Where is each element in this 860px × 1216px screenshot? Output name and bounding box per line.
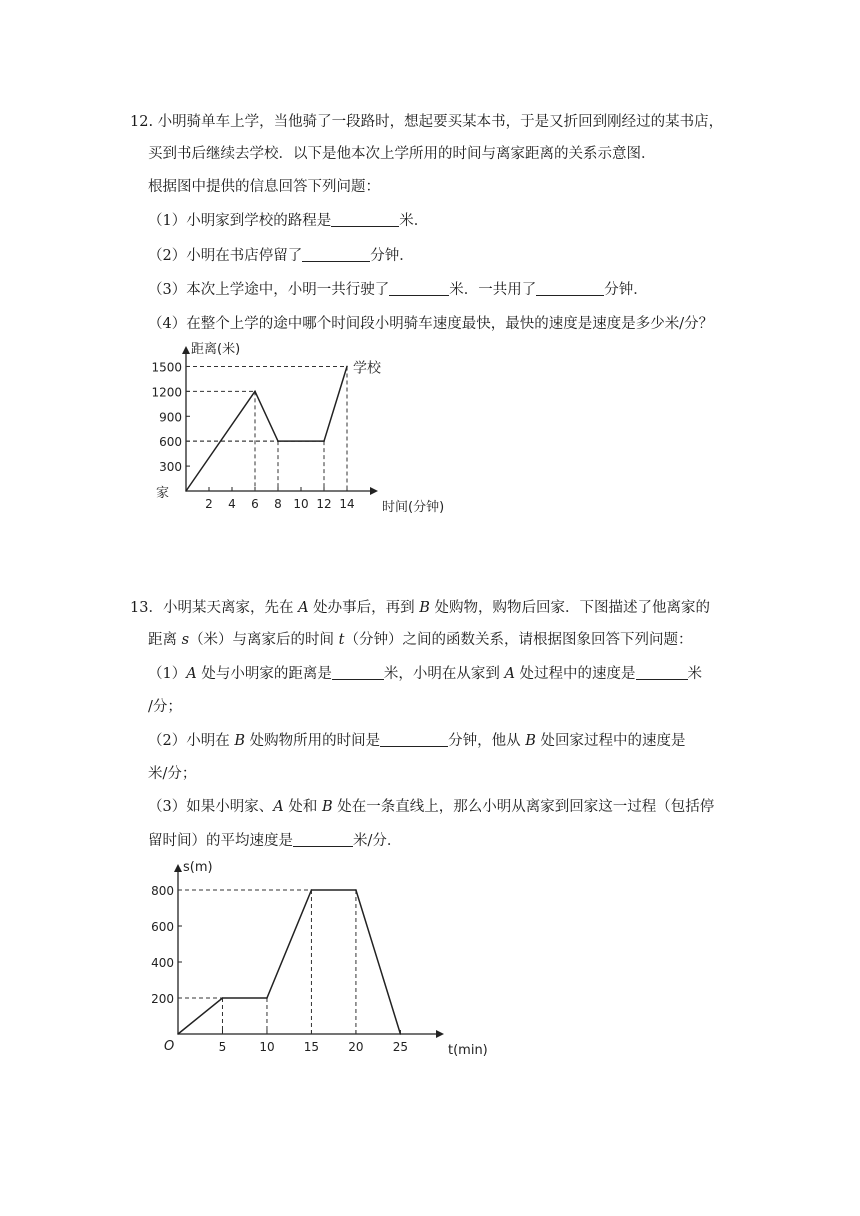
x-axis-arrow <box>436 1030 444 1038</box>
text: （分钟）之间的函数关系，请根据图象回答下列问题： <box>344 632 693 648</box>
x-tick-label: 10 <box>293 497 309 511</box>
q12-sub1 <box>148 211 428 231</box>
text: 分钟． <box>604 282 648 298</box>
data-point <box>177 1033 179 1035</box>
data-point <box>346 366 348 368</box>
y-tick-label: 300 <box>159 460 182 475</box>
text: （1）小明家到学校的路程是 <box>148 213 332 229</box>
annotation-label: 学校 <box>353 360 381 377</box>
data-point <box>222 997 224 999</box>
text: 处办事后，再到 <box>308 600 420 616</box>
x-tick-label: 12 <box>316 497 332 511</box>
text: 处购物所用的时间是 <box>245 733 381 749</box>
q13-sub2 <box>148 731 685 751</box>
x-axis-arrow <box>370 487 378 495</box>
x-tick-label: 10 <box>259 1040 275 1054</box>
y-tick-label: 600 <box>151 920 174 934</box>
answer-blank[interactable] <box>302 246 370 262</box>
data-point <box>355 889 357 891</box>
text: 分钟． <box>370 248 414 264</box>
var-t: t <box>338 632 345 648</box>
text: （2）小明在书店停留了 <box>148 248 303 264</box>
text: 米．一共用了 <box>449 282 537 298</box>
answer-blank[interactable] <box>293 831 353 847</box>
data-point <box>266 997 268 999</box>
distance-time-chart-2 <box>150 858 488 1068</box>
text: 分钟，他从 <box>448 733 526 749</box>
x-tick-label: 15 <box>303 1040 320 1054</box>
y-tick-label: 1200 <box>151 385 182 400</box>
x-axis-label: t(min) <box>448 1043 488 1058</box>
origin-label: 家 <box>156 486 170 501</box>
origin-label: O <box>164 1039 175 1054</box>
data-point <box>311 889 313 891</box>
q13-line1 <box>130 598 710 618</box>
q12-line3: 根据图中提供的信息回答下列问题： <box>148 179 380 195</box>
q13-sub3 <box>148 797 714 817</box>
data-point <box>277 440 279 442</box>
var-s: s <box>181 632 190 648</box>
text: 距离 <box>148 632 182 648</box>
x-tick-label: 5 <box>218 1040 227 1054</box>
y-axis-label: 距离(米) <box>191 342 241 357</box>
x-axis-label: 时间(分钟) <box>382 500 445 515</box>
text: 米． <box>399 213 429 229</box>
text: （3）如果小明家、 <box>148 799 274 815</box>
data-point <box>185 490 187 492</box>
text: （2）小明在 <box>148 733 235 749</box>
x-tick-label: 4 <box>228 497 236 511</box>
q13-sub3-cont <box>148 831 401 851</box>
var-A: A <box>273 799 284 815</box>
q12-sub4: （4）在整个上学的途中哪个时间段小明骑车速度最快，最快的速度是速度是多少米/分？ <box>148 316 714 332</box>
q12-sub3 <box>148 280 648 300</box>
data-point <box>400 1033 402 1035</box>
y-axis-arrow <box>174 864 182 872</box>
q13-sub2-cont: 米/分； <box>148 766 197 782</box>
distance-time-chart-1 <box>150 340 470 530</box>
q12-sub2 <box>148 246 414 266</box>
x-tick-label: 20 <box>348 1040 364 1054</box>
y-axis-arrow <box>182 346 190 354</box>
x-tick-label: 6 <box>251 497 259 511</box>
text: 13．小明某天离家，先在 <box>130 600 299 616</box>
x-tick-label: 2 <box>205 497 213 511</box>
var-A: A <box>186 666 197 682</box>
x-tick-label: 14 <box>339 497 355 511</box>
text: 处在一条直线上，那么小明从离家到回家这一过程（包括停 <box>332 799 715 815</box>
text: 留时间）的平均速度是 <box>148 833 293 849</box>
answer-blank[interactable] <box>332 664 384 680</box>
text: 米/分． <box>353 833 402 849</box>
text: 处回家过程中的速度是 <box>535 733 686 749</box>
answer-blank[interactable] <box>331 211 399 227</box>
y-axis-label: s(m) <box>183 860 213 875</box>
var-A: A <box>504 666 515 682</box>
var-B: B <box>234 733 245 749</box>
y-tick-label: 900 <box>159 410 182 425</box>
var-A: A <box>298 600 309 616</box>
var-B: B <box>321 799 333 815</box>
y-tick-label: 600 <box>159 435 182 450</box>
answer-blank[interactable] <box>536 280 604 296</box>
series-line <box>178 890 400 1034</box>
text: （3）本次上学途中，小明一共行驶了 <box>148 282 390 298</box>
x-tick-label: 8 <box>274 497 282 511</box>
text: 处和 <box>283 799 322 815</box>
q12-line2: 买到书后继续去学校．以下是他本次上学所用的时间与离家距离的关系示意图． <box>148 146 656 162</box>
q12-line1: 12. 小明骑单车上学，当他骑了一段路时，想起要买某本书，于是又折回到刚经过的某书店， <box>130 114 724 130</box>
q13-line2 <box>148 630 693 650</box>
y-tick-label: 800 <box>151 884 174 898</box>
q13-sub1 <box>148 664 702 684</box>
y-tick-label: 200 <box>151 992 174 1006</box>
text: 米，小明在从家到 <box>383 666 505 682</box>
text: （1） <box>148 666 187 682</box>
y-tick-label: 400 <box>151 956 174 970</box>
text: 处过程中的速度是 <box>514 666 636 682</box>
data-point <box>323 440 325 442</box>
var-B: B <box>525 733 536 749</box>
text: 处与小明家的距离是 <box>196 666 332 682</box>
text: 处购物，购物后回家．下图描述了他离家的 <box>429 600 711 616</box>
q13-sub1-cont: /分； <box>148 699 182 715</box>
var-B: B <box>419 600 430 616</box>
y-tick-label: 1500 <box>151 360 182 375</box>
text: （米）与离家后的时间 <box>189 632 339 648</box>
answer-blank[interactable] <box>380 731 448 747</box>
answer-blank[interactable] <box>389 280 449 296</box>
data-point <box>254 391 256 393</box>
text: 米 <box>687 666 703 682</box>
answer-blank[interactable] <box>636 664 688 680</box>
x-tick-label: 25 <box>392 1040 409 1054</box>
series-line <box>186 366 347 491</box>
